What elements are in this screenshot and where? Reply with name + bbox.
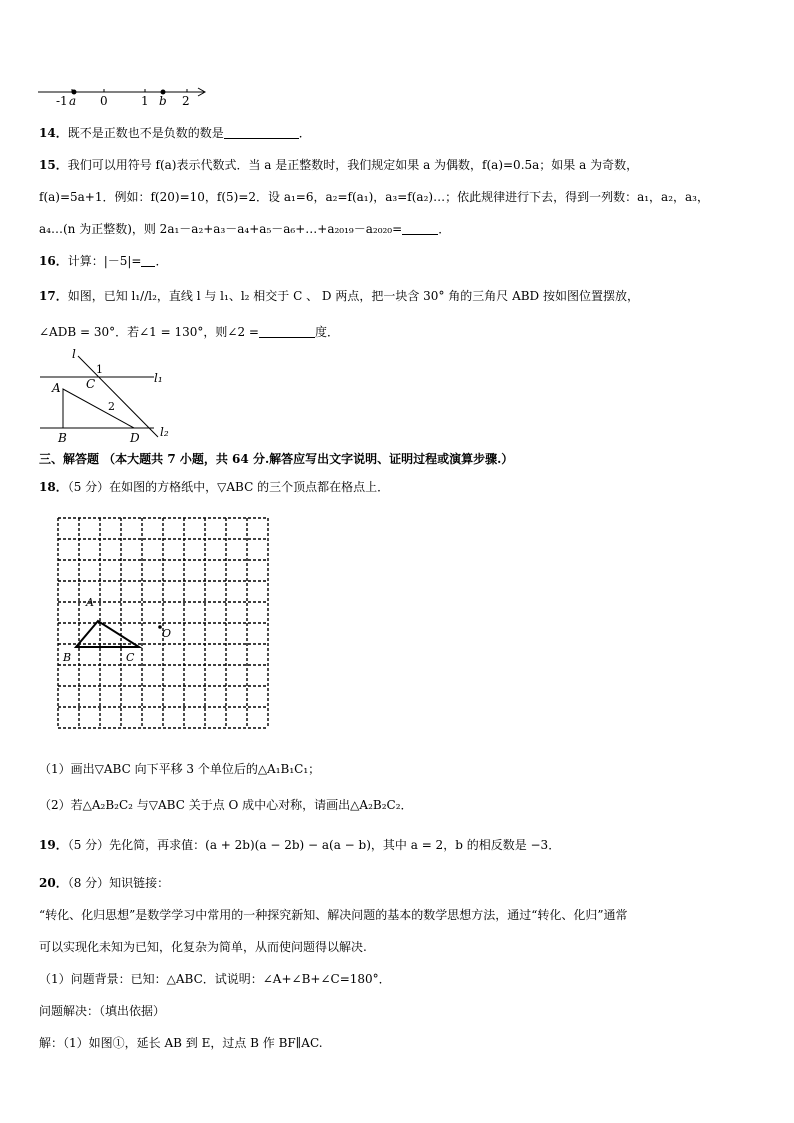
question-20-title: 20．（8 分）知识链接： (39, 876, 170, 890)
svg-text:l₂: l₂ (160, 425, 169, 439)
svg-text:O: O (162, 627, 172, 640)
question-15-line-1: 15．我们可以用符号 f(a)表示代数式．当 a 是正整数时，我们规定如果 a 为偶数，f(a)=0.5a；如果 a 为奇数， (39, 158, 639, 172)
question-15-line-3: a₄…(n 为正整数)，则 2a₁－a₂+a₃－a₄+a₅－a₆+…+a₂₀₁₉－a₂₀₂₀= ． (39, 222, 451, 236)
question-17-line-2: ∠ADB = 30°．若∠1 = 130°，则∠2 = 度． (39, 325, 339, 339)
svg-text:D: D (130, 431, 140, 445)
svg-text:B: B (63, 651, 72, 664)
line-l (78, 356, 158, 437)
dashed-grid (58, 518, 268, 728)
svg-text:A: A (52, 381, 61, 395)
svg-text:2: 2 (108, 400, 115, 413)
svg-text:C: C (126, 651, 135, 664)
svg-text:l₁: l₁ (154, 371, 163, 385)
question-19: 19．（5 分）先化简，再求值：(a + 2b)(a − 2b) − a(a − b)，其中 a = 2，b 的相反数是 −3． (39, 838, 561, 852)
question-14: 14．既不是正数也不是负数的数是 ． (39, 126, 311, 140)
question-20-para-1: “转化、化归思想”是数学学习中常用的一种探究新知、解决问题的基本的数学思想方法，通过“转化、化归”通常 (39, 908, 628, 922)
label-zero: 0 (100, 94, 108, 108)
label-two: 2 (182, 94, 190, 108)
question-15-line-2: f(a)=5a+1．例如：f(20)=10，f(5)=2．设 a₁=6，a₂=f(a₁)，a₃=f(a₂)…；依此规律进行下去，得到一列数：a₁，a₂，a₃， (39, 190, 709, 204)
question-18: 18．（5 分）在如图的方格纸中，▽ABC 的三个顶点都在格点上． (39, 480, 390, 494)
number-line-figure (36, 84, 211, 110)
question-20-solve-label: 问题解决：（填出依据） (39, 1004, 166, 1018)
label-a: a (69, 94, 77, 108)
question-20-solution: 解：（1）如图①，延长 AB 到 E，过点 B 作 BF∥AC. (39, 1036, 323, 1050)
triangle-ABD (63, 389, 134, 428)
question-16: 16．计算：|－5|= ． (39, 254, 168, 268)
question-17-line-1: 17．如图，已知 l₁//l₂，直线 l 与 l₁、l₂ 相交于 C 、 D 两点，把一块含 30° 角的三角尺 ABD 按如图位置摆放， (39, 289, 639, 303)
question-20-part-1: （1）问题背景：已知：△ABC．试说明：∠A+∠B+∠C=180°． (39, 972, 391, 986)
parallel-lines-figure (36, 346, 181, 446)
svg-text:C: C (86, 377, 96, 391)
question-18-part-2: （2）若△A₂B₂C₂ 与▽ABC 关于点 O 成中心对称，请画出△A₂B₂C₂． (39, 798, 413, 812)
label-b: b (159, 94, 167, 108)
svg-text:A: A (86, 596, 94, 609)
label-one: 1 (141, 94, 149, 108)
grid-figure (56, 516, 272, 738)
section-3-header: 三、解答题 （本大题共 7 小题，共 64 分.解答应写出文字说明、证明过程或演算步骤.） (39, 452, 514, 466)
svg-text:l: l (72, 347, 76, 361)
svg-text:1: 1 (96, 363, 103, 376)
question-20-para-2: 可以实现化未知为已知，化复杂为简单，从而使问题得以解决. (39, 940, 367, 954)
triangle-ABC (76, 621, 139, 647)
question-18-part-1: （1）画出▽ABC 向下平移 3 个单位后的△A₁B₁C₁； (39, 762, 321, 776)
answer-blank-14[interactable] (224, 126, 299, 139)
answer-blank-17[interactable] (259, 325, 315, 338)
answer-blank-15[interactable] (402, 222, 438, 235)
label-minus-one: -1 (56, 94, 68, 108)
answer-blank-16[interactable] (141, 254, 155, 267)
svg-text:B: B (58, 431, 67, 445)
